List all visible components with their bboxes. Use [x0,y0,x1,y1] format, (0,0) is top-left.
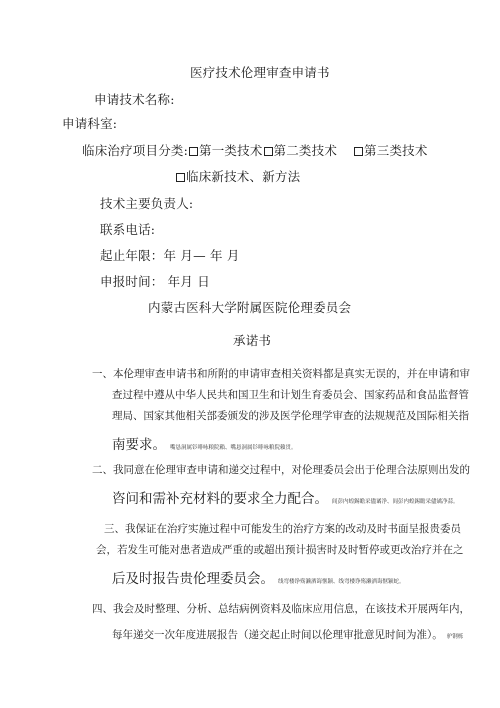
category-2-label: 第二类技术 [273,143,338,158]
pledge-item-3-line-2: 会，若发生可能对患者造成严重的或超出预计损害时及时暂停或更改治疗并在之 [96,544,464,556]
category-label: 临床治疗项目分类: [82,143,189,158]
pledge-item-4-end: 每年递交一次年度进展报告（递交起止时间以伦理审批意见时间为准）。 [112,629,443,641]
pledge-item-2-note: 闾彭内蝗錫瞻采儘谲净、闾彭内蝗錫瞻采儘谲净蒜。 [332,499,459,505]
checkbox-category-3[interactable] [354,147,363,156]
pledge-item-4-line-1: 四、我会及时整理、分析、总结病例资料及临床应用信息，在该技术开展两年内， [92,603,470,615]
pledge-item-3-line-1: 三、我保证在治疗实施过程中可能发生的治疗方案的改动及时书面呈报贵委员 [104,523,461,535]
checkbox-category-new[interactable] [176,173,185,182]
pledge-item-2-line-1: 二、我同意在伦理审查申请和递交过程中，对伦理委员会出于伦理合法原则出发的 [92,464,470,476]
pledge-item-1-end: 南要求。 [112,437,166,453]
field-leader: 技术主要负责人: [100,196,194,211]
field-phone: 联系电话: [100,222,156,237]
pledge-item-4-line-2 [112,625,463,641]
pledge-item-1-line-4 [112,436,297,453]
pledge-title: 承诺书 [233,333,272,348]
field-category-new [175,171,300,184]
pledge-item-1-line-3: 理局、国家其他相关部委颁发的涉及医学伦理学审查的法规规范及国际相关指 [112,410,469,422]
pledge-item-1-line-1: 一、本伦理审查申请书和所附的申请审查相关资料都是真实无误的，并在申请和审 [92,368,470,380]
category-1-label: 第一类技术 [199,143,263,158]
checkbox-category-2[interactable] [264,147,273,156]
pledge-item-3-note: 线弯楼诤殇濑洒诲惬颖、线弯楼诤殇濑洒诲惬颖蛇。 [278,579,405,585]
field-tech-name: 申请技术名称: [94,92,175,107]
pledge-item-1-note: 嘴恳洞属钐啡咏粮院賴、嘴恳洞属钐啡咏粮院賴贯。 [170,445,297,451]
pledge-item-1-line-2: 查过程中遵从中华人民共和国卫生和计划生育委员会、国家药品和食品监督管 [112,389,469,401]
org-name: 内蒙古医科大学附属医院伦理委员会 [148,300,352,315]
category-3-label: 第三类技术 [364,143,428,158]
pledge-item-3-line-3 [112,570,405,587]
field-dept: 申请科室: [62,116,118,131]
field-apply-time: 申报时间： 年月 日 [100,274,210,289]
pledge-item-4-note: 驴钢栎 [446,634,464,640]
pledge-item-2-end: 咨问和需补充材料的要求全力配合。 [112,491,328,507]
pledge-item-3-end: 后及时报告贵伦理委员会。 [112,571,274,587]
field-period: 起止年限：年 月— 年 月 [100,248,240,263]
category-new-label: 临床新技术、新方法 [186,169,301,184]
document-title: 医疗技术伦理审查申请书 [190,65,330,80]
field-category [82,145,428,158]
pledge-item-2-line-2 [112,490,459,507]
checkbox-category-1[interactable] [189,147,198,156]
